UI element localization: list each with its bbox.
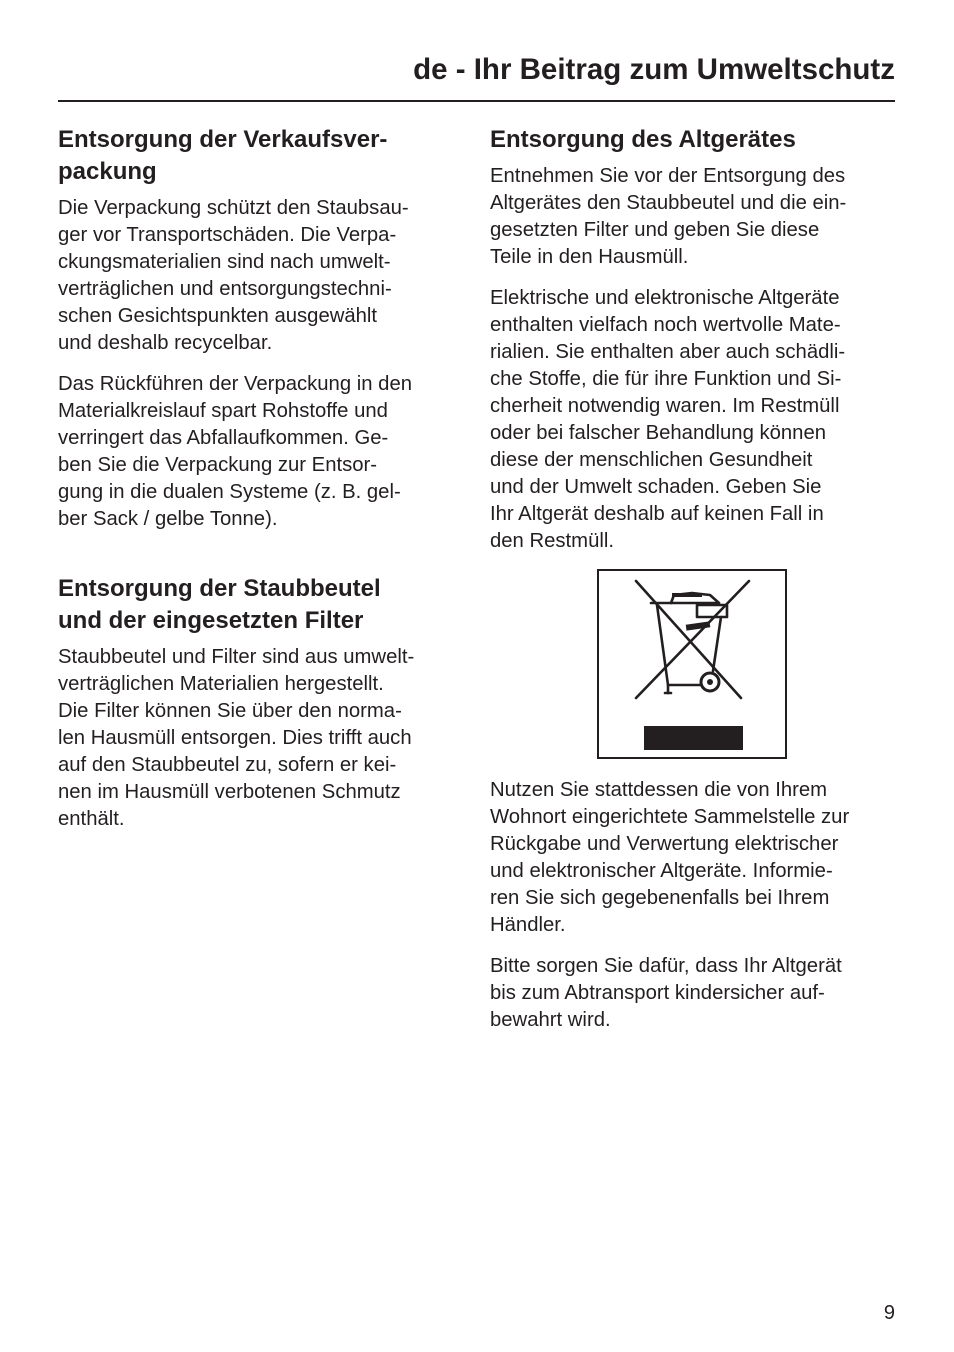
text-line: und deshalb recycelbar.	[58, 332, 273, 354]
heading-line: und der eingesetzten Filter	[58, 607, 364, 634]
text-line: enthält.	[58, 808, 125, 830]
text-line: Bitte sorgen Sie dafür, dass Ihr Altgerät	[490, 955, 842, 977]
right-column	[490, 124, 902, 1048]
text-line: len Hausmüll entsorgen. Dies trifft auch	[58, 727, 412, 749]
text-line: Elektrische und elektronische Altgeräte	[490, 287, 840, 309]
text-line: verringert das Abfallaufkommen. Ge-	[58, 427, 389, 449]
section-heading	[58, 573, 468, 637]
text-line: schen Gesichtspunkten ausgewählt	[58, 305, 378, 327]
weee-symbol-graphic	[599, 571, 785, 757]
section-old-appliance-disposal	[490, 124, 902, 1034]
text-line: che Stoffe, die für ihre Funktion und Si-	[490, 368, 842, 390]
text-line: den Restmüll.	[490, 530, 614, 552]
text-line: Wohnort eingerichtete Sammelstelle zur	[490, 806, 850, 828]
text-line: und elektronischer Altgeräte. Informie-	[490, 860, 833, 882]
text-line: cherheit notwendig waren. Im Restmüll	[490, 395, 840, 417]
text-line: ger vor Transportschäden. Die Verpa-	[58, 224, 397, 246]
paragraph	[58, 644, 468, 833]
text-line: Ihr Altgerät deshalb auf keinen Fall in	[490, 503, 824, 525]
text-line: Das Rückführen der Verpackung in den	[58, 373, 413, 395]
text-line: nen im Hausmüll verbotenen Schmutz	[58, 781, 401, 803]
text-line: Die Filter können Sie über den norma-	[58, 700, 402, 722]
text-line: enthalten vielfach noch wertvolle Mate-	[490, 314, 841, 336]
paragraph	[490, 953, 902, 1034]
page-number: 9	[883, 1302, 895, 1324]
text-line: bis zum Abtransport kindersicher auf-	[490, 982, 825, 1004]
text-line: Die Verpackung schützt den Staubsau-	[58, 197, 409, 219]
paragraph	[490, 777, 902, 939]
text-line: oder bei falscher Behandlung können	[490, 422, 827, 444]
text-line: Materialkreislauf spart Rohstoffe und	[58, 400, 388, 422]
paragraph	[490, 163, 902, 271]
text-line: Rückgabe und Verwertung elektrischer	[490, 833, 839, 855]
heading-line: Entsorgung der Staubbeutel	[58, 575, 381, 602]
section-spacer	[58, 547, 468, 573]
text-line: diese der menschlichen Gesundheit	[490, 449, 813, 471]
text-line: gesetzten Filter und geben Sie diese	[490, 219, 820, 241]
section-packaging-disposal	[58, 124, 468, 533]
paragraph	[490, 285, 902, 555]
text-line: rialien. Sie enthalten aber auch schädli-	[490, 341, 846, 363]
text-line: verträglichen und entsorgungstechni-	[58, 278, 392, 300]
section-heading	[490, 124, 902, 156]
text-line: Staubbeutel und Filter sind aus umwelt-	[58, 646, 415, 668]
heading-line: packung	[58, 158, 157, 185]
text-line: Händler.	[490, 914, 566, 936]
heading-line: Entsorgung des Altgerätes	[490, 126, 796, 153]
paragraph	[58, 371, 468, 533]
heading-line: Entsorgung der Verkaufsver-	[58, 126, 388, 153]
text-line: Teile in den Hausmüll.	[490, 246, 689, 268]
left-column	[58, 124, 468, 847]
text-line: Altgerätes den Staubbeutel und die ein-	[490, 192, 847, 214]
section-heading	[58, 124, 468, 188]
text-line: Entnehmen Sie vor der Entsorgung des	[490, 165, 846, 187]
page-header	[58, 52, 895, 102]
text-line: ben Sie die Verpackung zur Entsor-	[58, 454, 378, 476]
page-title: de - Ihr Beitrag zum Umweltschutz	[413, 53, 895, 86]
text-line: auf den Staubbeutel zu, sofern er kei-	[58, 754, 397, 776]
text-line: Nutzen Sie stattdessen die von Ihrem	[490, 779, 828, 801]
paragraph	[58, 195, 468, 357]
text-line: ber Sack / gelbe Tonne).	[58, 508, 278, 530]
text-line: verträglichen Materialien hergestellt.	[58, 673, 384, 695]
text-line: ren Sie sich gegebenenfalls bei Ihrem	[490, 887, 830, 909]
section-dustbag-filter-disposal	[58, 573, 468, 833]
text-line: gung in die dualen Systeme (z. B. gel-	[58, 481, 401, 503]
text-line: bewahrt wird.	[490, 1009, 611, 1031]
crossed-out-wheelie-bin-icon	[597, 569, 787, 759]
text-line: ckungsmaterialien sind nach umwelt-	[58, 251, 391, 273]
text-line: und der Umwelt schaden. Geben Sie	[490, 476, 822, 498]
